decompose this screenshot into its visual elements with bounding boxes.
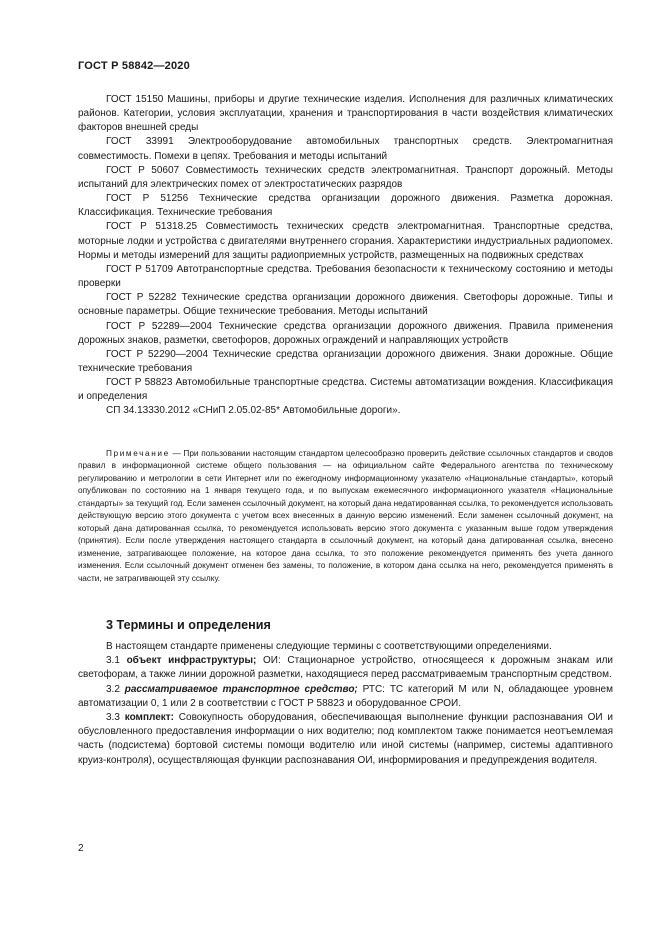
term-entry <box>78 683 613 711</box>
reference-item: ГОСТ Р 52282 Технические средства организации дорожного движения. Светофоры дорожные. Типы и основные параметры. Общие технические требования. Методы испытаний <box>78 292 613 318</box>
note-block <box>78 448 613 585</box>
page-number: 2 <box>78 843 84 854</box>
reference-item: ГОСТ 33991 Электрооборудование автомобильных транспортных средств. Электромагнитная совместимость. Помехи в цепях. Требования и методы испытаний <box>78 136 613 162</box>
reference-item: ГОСТ Р 52289—2004 Технические средства организации дорожного движения. Правила применения дорожных знаков, разметки, светофоров, дорожных ограждений и направляющих устройств <box>78 320 613 346</box>
term-name: объект инфраструктуры; <box>126 655 257 667</box>
term-definition: РТС: ТС категорий M или N, обладающее уровнем автоматизации 0, 1 или 2 в соответствии с ГОСТ Р 58823 и оборудованное СРОИ. <box>78 683 613 709</box>
reference-item: ГОСТ Р 58823 Автомобильные транспортные средства. Системы автоматизации вождения. Классификация и определения <box>78 377 613 403</box>
note-paragraph <box>78 448 613 585</box>
reference-item: ГОСТ Р 51256 Технические средства организации дорожного движения. Разметка дорожная. Классификация. Технические требования <box>78 193 613 219</box>
term-definition: ОИ: Стационарное устройство, относящееся к дорожным знакам или светофорам, а также линии дорожной разметки, находящиеся перед рассматриваемым транспортным средством. <box>78 655 613 681</box>
reference-item: ГОСТ 15150 Машины, приборы и другие технические изделия. Исполнения для различных климатических районов. Категории, условия эксплуатации, хранения и транспортирования в части воздействия климатических факторов внешней среды <box>78 94 613 134</box>
term-number: 3.2 <box>106 683 125 695</box>
reference-item: ГОСТ Р 51709 Автотранспортные средства. Требования безопасности к техническому состоянию и методы проверки <box>78 263 613 290</box>
reference-item: ГОСТ Р 50607 Совместимость технических средств электромагнитная. Транспорт дорожный. Методы испытаний для электрических помех от электростатических разрядов <box>78 164 613 190</box>
section-title: 3 Термины и определения <box>106 618 271 632</box>
document-header: ГОСТ Р 58842—2020 <box>78 60 190 72</box>
section-body <box>78 640 613 768</box>
section-intro: В настоящем стандарте применены следующие термины с соответствующими определениями. <box>106 641 552 652</box>
reference-item: СП 34.13330.2012 «СНиП 2.05.02-85* Автомобильные дороги». <box>106 405 401 417</box>
reference-item: ГОСТ Р 52290—2004 Технические средства организации дорожного движения. Знаки дорожные. Общие технические требования <box>78 348 613 374</box>
term-name: комплект: <box>124 712 175 724</box>
reference-item: ГОСТ Р 51318.25 Совместимость технических средств электромагнитная. Транспортные средства, моторные лодки и устройства с двигателями внутреннего сгорания. Характеристики индустриальных радиопомех. Нормы и методы измерений для защиты радиоприемных устройств, размещенных на подвижных средствах <box>78 221 613 261</box>
term-number: 3.1 <box>106 655 127 667</box>
term-definition: Совокупность оборудования, обеспечивающая выполнение функции распознавания ОИ и обусловленного предоставления информации о них водителю; под комплектом также понимается неотъемлемая часть (подсистема) бортовой системы помощи водителю или иной системы (например, системы адаптивного круиз-контроля), осуществляющая функции распознавания ОИ, информирования и предупреждения водителя. <box>78 712 613 766</box>
term-name: рассматриваемое транспортное средство; <box>124 683 358 695</box>
term-entry <box>78 711 613 768</box>
note-text: — При пользовании настоящим стандартом целесообразно проверить действие ссылочных стандартов и сводов правил в информационной системе общего пользования — на официальном сайте Федерального агентства по техническому регулированию и метрологии в сети Интернет или по ежегодному информационному указателю «Национальные стандарты», который опубликован по состоянию на 1 января текущего года, и по выпускам ежемесячного информационного указателя «Национальные стандарты» за текущий год. Если заменен ссылочный документ, на который дана недатированная ссылка, то рекомендуется использовать действующую версию этого документа с учетом всех внесенных в данную версию изменений. Если заменен ссылочный документ, на который дана датированная ссылка, то рекомендуется использовать версию этого документа с указанным выше годом утверждения (принятия). Если после утверждения настоящего стандарта в ссылочный документ, на который дана датированная ссылка, внесено изменение, затрагивающее положение, на которое дана ссылка, то это положение рекомендуется применять без учета данного изменения. Если ссылочный документ отменен без замены, то положение, в котором дана ссылка на него, рекомендуется применять в части, не затрагивающей эту ссылку. <box>78 449 613 583</box>
term-number: 3.3 <box>106 712 125 724</box>
note-label: Примечание <box>106 449 170 458</box>
normative-references-list <box>78 93 613 419</box>
term-entry <box>78 654 613 682</box>
